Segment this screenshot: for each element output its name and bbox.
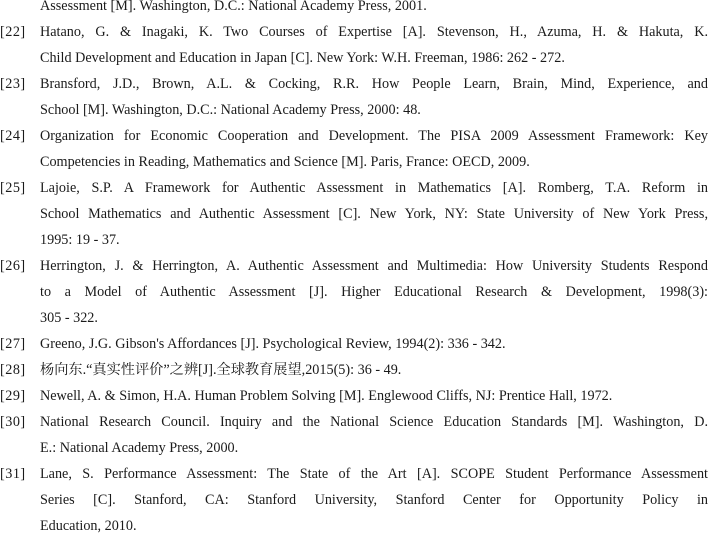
reference-line: 杨向东.“真实性评价”之辨[J].全球教育展望,2015(5): 36 - 49. (40, 362, 402, 378)
reference-line: Organization for Economic Cooperation and Development. The PISA 2009 Assessment Framework: Key (40, 128, 708, 144)
reference-line: Bransford, J.D., Brown, A.L. & Cocking, R.R. How People Learn, Brain, Mind, Experience, and (40, 76, 708, 92)
reference-entry (0, 383, 720, 409)
reference-number: [27] (0, 336, 26, 352)
reference-text (40, 461, 714, 539)
reference-line: Hatano, G. & Inagaki, K. Two Courses of Expertise [A]. Stevenson, H., Azuma, H. & Hakuta, K. (40, 24, 708, 40)
reference-line: Competencies in Reading, Mathematics and Science [M]. Paris, France: OECD, 2009. (40, 154, 530, 170)
reference-line: Child Development and Education in Japan [C]. New York: W.H. Freeman, 1986: 262 - 272. (40, 50, 565, 66)
reference-entry (0, 175, 720, 253)
reference-entry (0, 123, 720, 175)
reference-text (40, 0, 714, 19)
reference-number: [25] (0, 180, 26, 196)
reference-text (40, 331, 714, 357)
reference-text (40, 357, 714, 383)
reference-line: Education, 2010. (40, 518, 137, 534)
reference-text (40, 253, 714, 331)
reference-line: Greeno, J.G. Gibson's Affordances [J]. Psychological Review, 1994(2): 336 - 342. (40, 336, 506, 352)
reference-line: Assessment [M]. Washington, D.C.: National Academy Press, 2001. (40, 0, 427, 14)
reference-number: [31] (0, 466, 26, 482)
reference-entry (0, 409, 720, 461)
reference-text (40, 383, 714, 409)
reference-entry (0, 331, 720, 357)
reference-text (40, 409, 714, 461)
reference-line: E.: National Academy Press, 2000. (40, 440, 239, 456)
reference-number: [28] (0, 362, 26, 378)
reference-text (40, 71, 714, 123)
reference-number: [22] (0, 24, 26, 40)
reference-text (40, 123, 714, 175)
reference-line: National Research Council. Inquiry and the National Science Education Standards [M]. Washington, D. (40, 414, 708, 430)
reference-entry (0, 19, 720, 71)
reference-entry (0, 0, 720, 19)
reference-entry (0, 357, 720, 383)
reference-line: Series [C]. Stanford, CA: Stanford University, Stanford Center for Opportunity Policy in (40, 492, 708, 508)
reference-line: 305 - 322. (40, 310, 98, 326)
reference-line: School Mathematics and Authentic Assessment [C]. New York, NY: State University of New York Press, (40, 206, 708, 222)
reference-entry (0, 253, 720, 331)
reference-number: [23] (0, 76, 26, 92)
reference-number: [29] (0, 388, 26, 404)
reference-text (40, 175, 714, 253)
reference-number: [30] (0, 414, 26, 430)
reference-line: School [M]. Washington, D.C.: National Academy Press, 2000: 48. (40, 102, 421, 118)
reference-line: Lajoie, S.P. A Framework for Authentic Assessment in Mathematics [A]. Romberg, T.A. Reform in (40, 180, 708, 196)
reference-entry (0, 71, 720, 123)
reference-entry (0, 461, 720, 539)
reference-number: [24] (0, 128, 26, 144)
reference-text (40, 19, 714, 71)
reference-line: Newell, A. & Simon, H.A. Human Problem Solving [M]. Englewood Cliffs, NJ: Prentice Hall, 1972. (40, 388, 613, 404)
reference-line: to a Model of Authentic Assessment [J]. Higher Educational Research & Development, 1998(3): (40, 284, 708, 300)
reference-line: Lane, S. Performance Assessment: The State of the Art [A]. SCOPE Student Performance Assessment (40, 466, 708, 482)
reference-number: [26] (0, 258, 26, 274)
reference-line: Herrington, J. & Herrington, A. Authentic Assessment and Multimedia: How University Students Respond (40, 258, 708, 274)
reference-line: 1995: 19 - 37. (40, 232, 120, 248)
